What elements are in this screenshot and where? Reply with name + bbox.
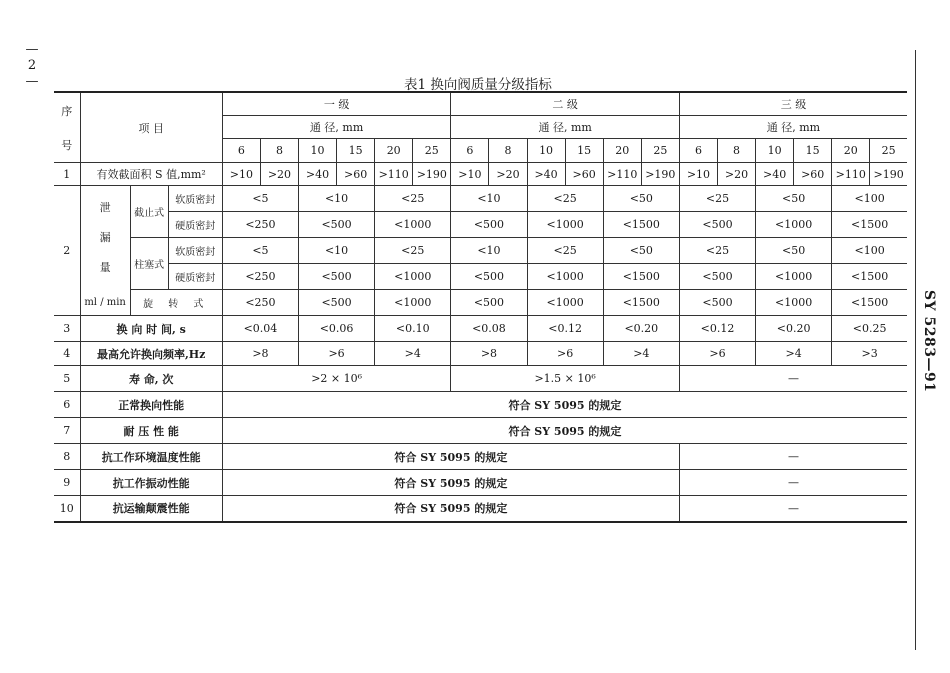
lifetime-grade-2: >1.5 × 10⁶ <box>451 366 680 392</box>
spec-value: 符合 SY 5095 的规定 <box>222 496 679 522</box>
grade-3-value: — <box>679 444 907 470</box>
row-number: 8 <box>54 444 80 470</box>
page-edge-line <box>915 50 916 650</box>
spool-type-label: 柱塞式 <box>130 238 168 290</box>
row-leak-rotary <box>54 290 907 316</box>
value-cell: <5 <box>222 186 298 212</box>
value-cell: >6 <box>299 342 375 366</box>
value-cell: >190 <box>413 163 451 186</box>
value-cell: >110 <box>603 163 641 186</box>
value-cell: >6 <box>527 342 603 366</box>
value-cell: <500 <box>451 290 527 316</box>
value-cell: <25 <box>679 238 755 264</box>
row-temperature-resistance <box>54 444 907 470</box>
value-cell: <500 <box>679 290 755 316</box>
value-cell: >10 <box>451 163 489 186</box>
value-cell: <1000 <box>756 290 832 316</box>
lifetime-grade-3: — <box>679 366 907 392</box>
value-cell: >8 <box>222 342 298 366</box>
header-seq: 序 号 <box>54 92 80 163</box>
value-cell: >110 <box>832 163 870 186</box>
seal-label: 软质密封 <box>168 186 222 212</box>
value-cell: >10 <box>679 163 717 186</box>
value-cell: <250 <box>222 212 298 238</box>
size-cell: 25 <box>413 139 451 163</box>
spec-value: 符合 SY 5095 的规定 <box>222 392 907 418</box>
row-number: 1 <box>54 163 80 186</box>
row-lifetime <box>54 366 907 392</box>
value-cell: <25 <box>527 238 603 264</box>
size-cell: 25 <box>870 139 907 163</box>
lifetime-grade-1: >2 × 10⁶ <box>222 366 451 392</box>
value-cell: <1000 <box>756 264 832 290</box>
size-cell: 8 <box>717 139 755 163</box>
value-cell: <100 <box>832 238 907 264</box>
value-cell: >60 <box>794 163 832 186</box>
value-cell: <50 <box>603 238 679 264</box>
value-cell: >3 <box>832 342 907 366</box>
row-number: 7 <box>54 418 80 444</box>
leak-unit: ml / min <box>80 290 130 316</box>
value-cell: <250 <box>222 264 298 290</box>
size-cell: 8 <box>260 139 298 163</box>
row-label: 正常换向性能 <box>80 392 222 418</box>
header-grade-3: 三 级 <box>679 92 907 116</box>
value-cell: >60 <box>565 163 603 186</box>
size-cell: 20 <box>832 139 870 163</box>
row-transport-shock <box>54 496 907 522</box>
value-cell: <500 <box>679 264 755 290</box>
value-cell: <50 <box>603 186 679 212</box>
spec-value: 符合 SY 5095 的规定 <box>222 418 907 444</box>
size-cell: 15 <box>794 139 832 163</box>
header-diameter-2: 通 径, mm <box>451 116 680 139</box>
seal-label: 软质密封 <box>168 238 222 264</box>
row-label: 换 向 时 间, s <box>80 316 222 342</box>
value-cell: <1500 <box>603 264 679 290</box>
value-cell: <10 <box>299 186 375 212</box>
value-cell: >4 <box>756 342 832 366</box>
value-cell: <500 <box>299 264 375 290</box>
row-vibration-resistance <box>54 470 907 496</box>
leak-label: 泄 漏 量 <box>80 186 130 290</box>
value-cell: <25 <box>679 186 755 212</box>
value-cell: >20 <box>489 163 527 186</box>
row-effective-area <box>54 163 907 186</box>
row-leak-cutoff-soft <box>54 186 907 212</box>
value-cell: <25 <box>527 186 603 212</box>
size-cell: 10 <box>299 139 337 163</box>
value-cell: <50 <box>756 186 832 212</box>
value-cell: <0.06 <box>299 316 375 342</box>
row-normal-switching <box>54 392 907 418</box>
row-label: 抗工作振动性能 <box>80 470 222 496</box>
size-cell: 10 <box>756 139 794 163</box>
value-cell: <1000 <box>527 264 603 290</box>
standard-code: SY 5283—91 <box>921 290 937 393</box>
value-cell: <500 <box>299 212 375 238</box>
value-cell: >40 <box>756 163 794 186</box>
spec-value: 符合 SY 5095 的规定 <box>222 470 679 496</box>
size-cell: 20 <box>603 139 641 163</box>
table-title: 表1 换向阀质量分级指标 <box>404 77 552 93</box>
value-cell: <1500 <box>603 212 679 238</box>
size-cell: 10 <box>527 139 565 163</box>
value-cell: <50 <box>756 238 832 264</box>
value-cell: <1000 <box>527 290 603 316</box>
value-cell: >110 <box>375 163 413 186</box>
value-cell: <25 <box>375 238 451 264</box>
header-grade-2: 二 级 <box>451 92 680 116</box>
size-cell: 8 <box>489 139 527 163</box>
value-cell: >190 <box>641 163 679 186</box>
header-grade-1: 一 级 <box>222 92 451 116</box>
value-cell: <1500 <box>832 212 907 238</box>
value-cell: <1000 <box>756 212 832 238</box>
row-label: 抗运输颠震性能 <box>80 496 222 522</box>
value-cell: <0.12 <box>527 316 603 342</box>
value-cell: >10 <box>222 163 260 186</box>
value-cell: >20 <box>717 163 755 186</box>
value-cell: >190 <box>870 163 907 186</box>
row-label: 最高允许换向频率,Hz <box>80 342 222 366</box>
value-cell: <500 <box>299 290 375 316</box>
size-cell: 6 <box>451 139 489 163</box>
value-cell: <1500 <box>832 290 907 316</box>
row-label: 有效截面积 S 值,mm² <box>80 163 222 186</box>
value-cell: <1000 <box>375 212 451 238</box>
value-cell: >20 <box>260 163 298 186</box>
value-cell: <0.04 <box>222 316 298 342</box>
value-cell: <0.08 <box>451 316 527 342</box>
row-number: 9 <box>54 470 80 496</box>
row-number: 2 <box>54 186 80 316</box>
value-cell: <500 <box>451 212 527 238</box>
value-cell: <0.20 <box>756 316 832 342</box>
row-number: 3 <box>54 316 80 342</box>
quality-grade-table <box>54 91 907 523</box>
value-cell: <10 <box>451 186 527 212</box>
seal-label: 硬质密封 <box>168 264 222 290</box>
row-number: 5 <box>54 366 80 392</box>
seal-label: 硬质密封 <box>168 212 222 238</box>
value-cell: <25 <box>375 186 451 212</box>
value-cell: <0.20 <box>603 316 679 342</box>
row-number: 10 <box>54 496 80 522</box>
size-cell: 6 <box>222 139 260 163</box>
value-cell: <0.10 <box>375 316 451 342</box>
size-cell: 25 <box>641 139 679 163</box>
value-cell: <500 <box>679 212 755 238</box>
value-cell: <5 <box>222 238 298 264</box>
row-leak-cutoff-hard <box>54 212 907 238</box>
rotary-type-label: 旋 转 式 <box>130 290 222 316</box>
size-cell: 15 <box>565 139 603 163</box>
value-cell: >6 <box>679 342 755 366</box>
header-diameter-1: 通 径, mm <box>222 116 451 139</box>
value-cell: <1000 <box>375 264 451 290</box>
header-item: 项 目 <box>80 92 222 163</box>
size-cell: 20 <box>375 139 413 163</box>
row-pressure-resistance <box>54 418 907 444</box>
header-diameter-3: 通 径, mm <box>679 116 907 139</box>
value-cell: <10 <box>451 238 527 264</box>
value-cell: <250 <box>222 290 298 316</box>
header-row-grades <box>54 92 907 116</box>
grade-3-value: — <box>679 470 907 496</box>
value-cell: <1500 <box>832 264 907 290</box>
value-cell: <1500 <box>603 290 679 316</box>
value-cell: <0.25 <box>832 316 907 342</box>
spec-value: 符合 SY 5095 的规定 <box>222 444 679 470</box>
value-cell: <10 <box>299 238 375 264</box>
value-cell: >4 <box>375 342 451 366</box>
row-leak-spool-soft <box>54 238 907 264</box>
row-switch-time <box>54 316 907 342</box>
value-cell: >8 <box>451 342 527 366</box>
value-cell: <500 <box>451 264 527 290</box>
value-cell: >4 <box>603 342 679 366</box>
grade-3-value: — <box>679 496 907 522</box>
value-cell: <1000 <box>375 290 451 316</box>
row-number: 6 <box>54 392 80 418</box>
cutoff-type-label: 截止式 <box>130 186 168 238</box>
value-cell: <100 <box>832 186 907 212</box>
row-label: 寿 命, 次 <box>80 366 222 392</box>
row-leak-spool-hard <box>54 264 907 290</box>
value-cell: <1000 <box>527 212 603 238</box>
value-cell: >60 <box>337 163 375 186</box>
value-cell: <0.12 <box>679 316 755 342</box>
row-label: 抗工作环境温度性能 <box>80 444 222 470</box>
value-cell: >40 <box>299 163 337 186</box>
size-cell: 6 <box>679 139 717 163</box>
size-cell: 15 <box>337 139 375 163</box>
page-number: — 2 — <box>25 42 39 89</box>
row-number: 4 <box>54 342 80 366</box>
value-cell: >40 <box>527 163 565 186</box>
row-label: 耐 压 性 能 <box>80 418 222 444</box>
row-max-frequency <box>54 342 907 366</box>
